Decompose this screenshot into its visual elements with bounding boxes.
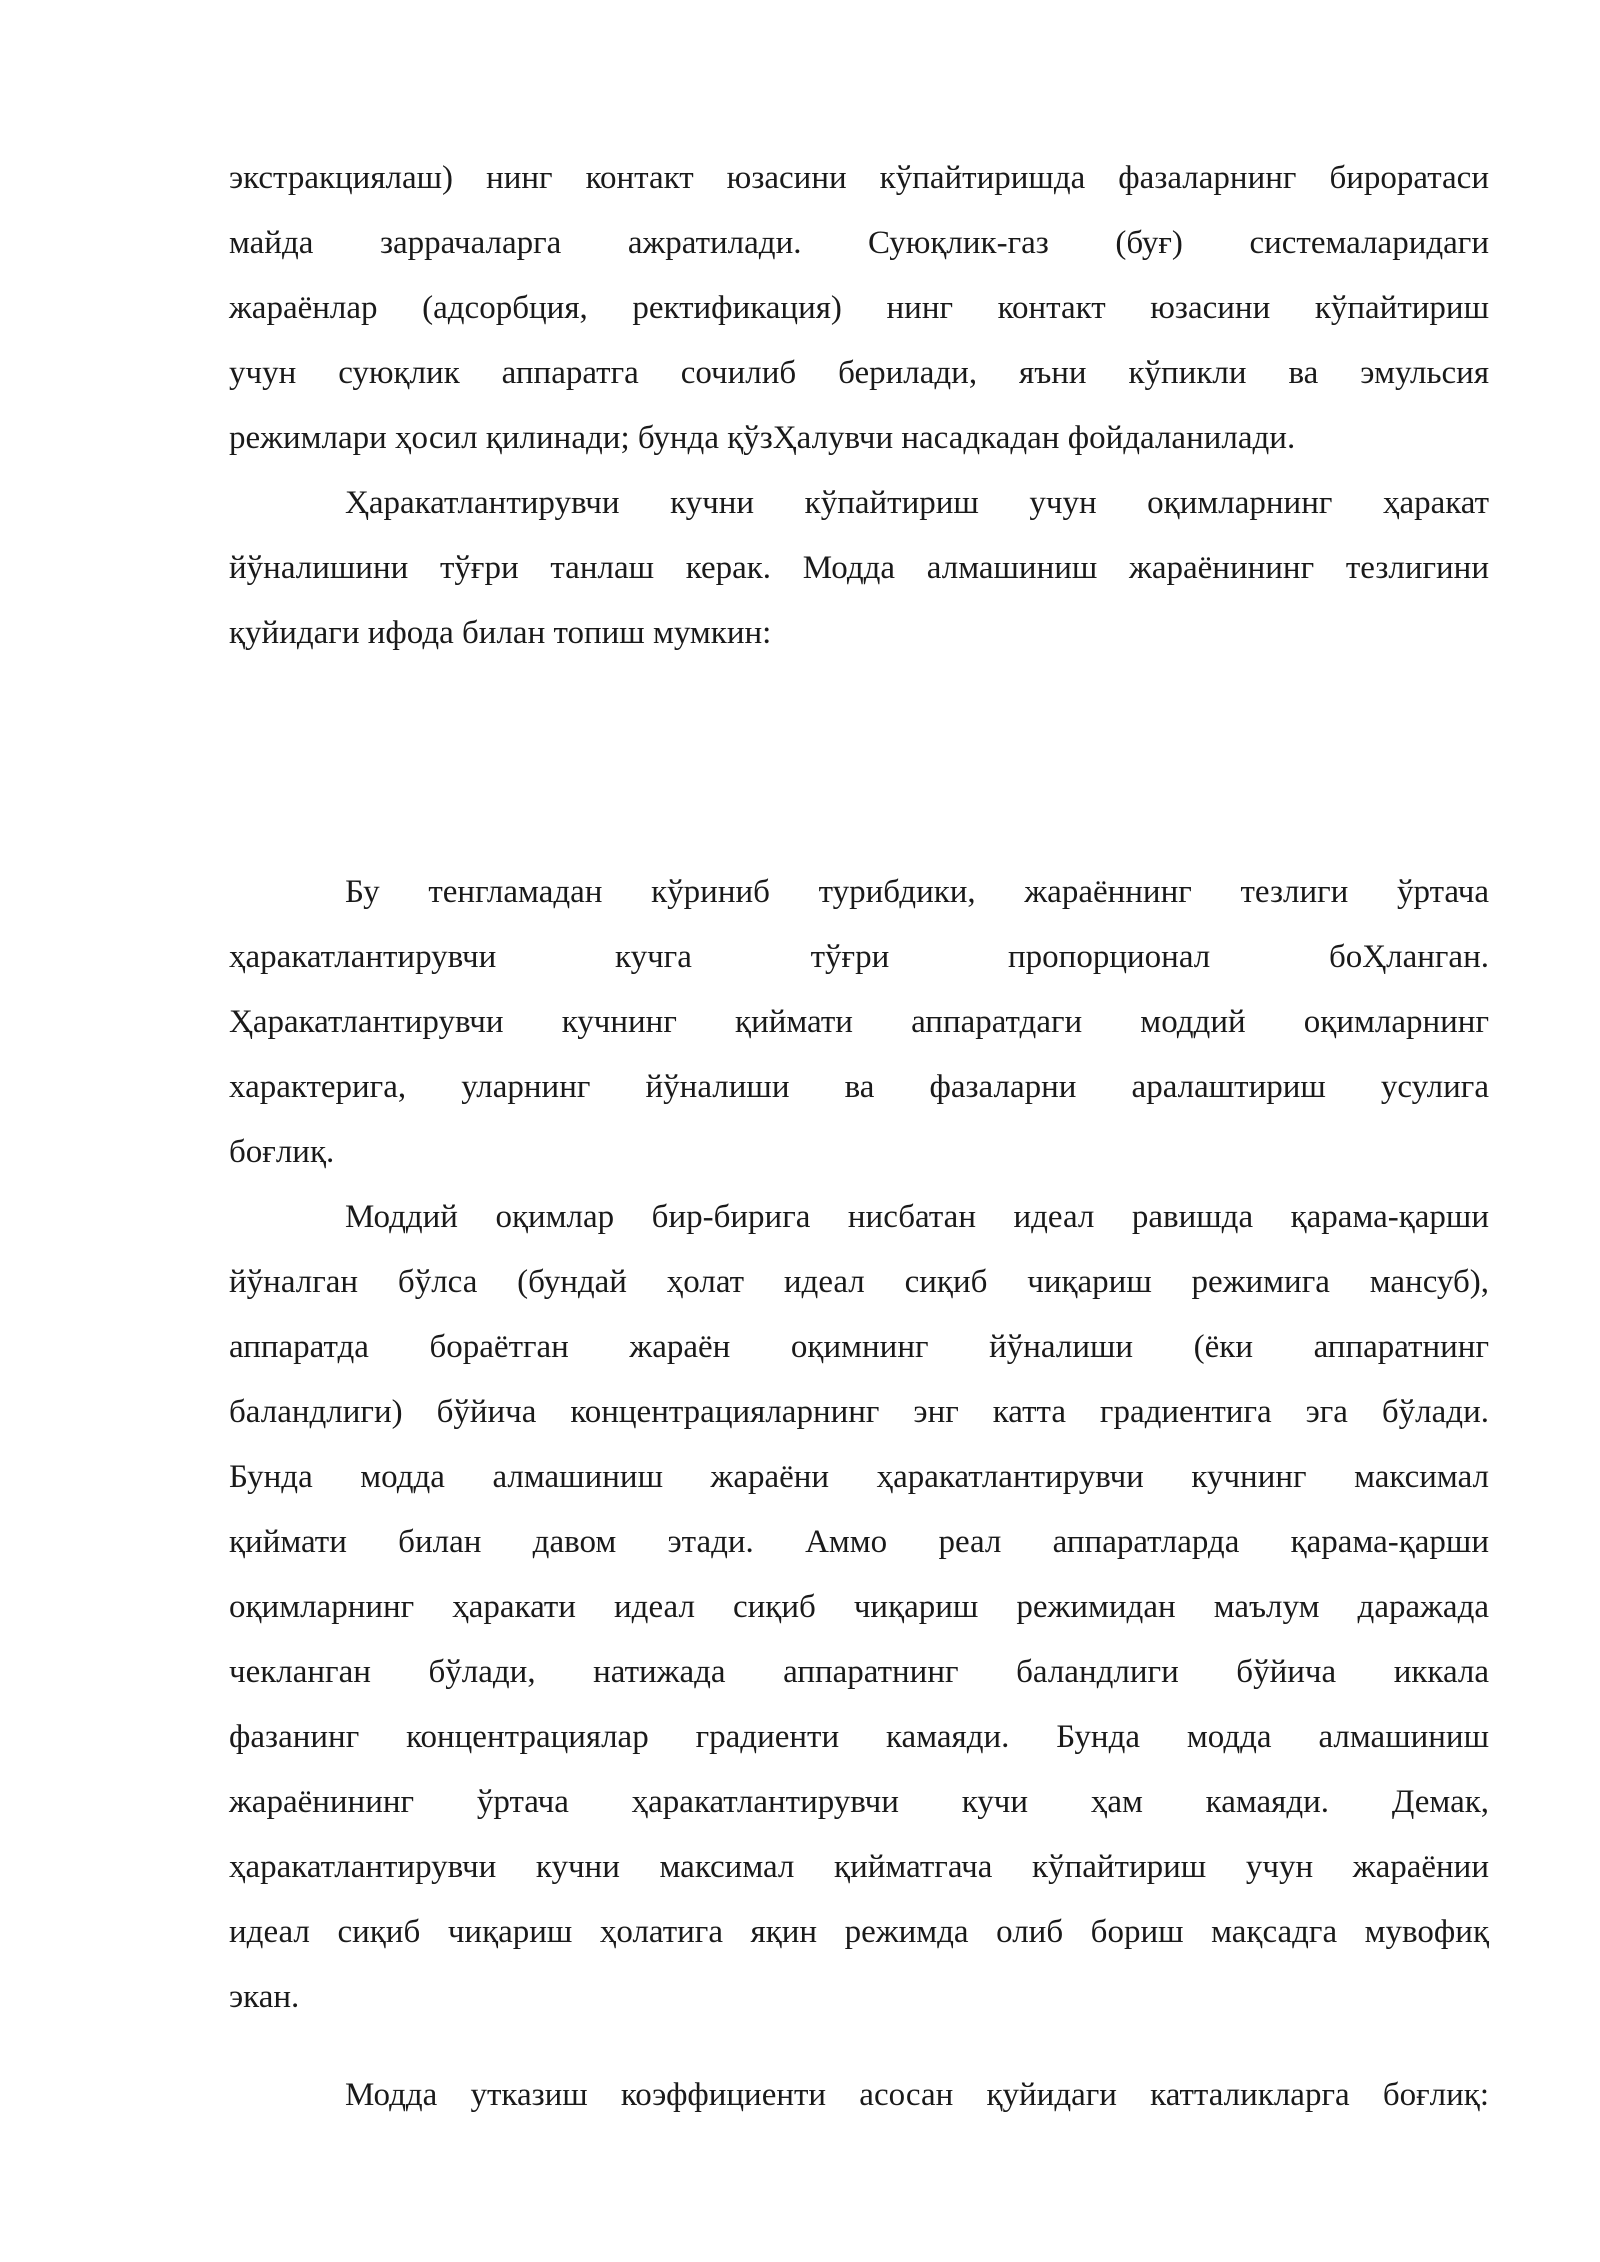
paragraph-line: чекланган бўлади, натижада аппаратнинг баландлиги бўйича иккала bbox=[229, 1654, 1489, 1690]
paragraph-line: майда заррачаларга ажратилади. Суюқлик-газ (буғ) системаларидаги bbox=[229, 225, 1489, 261]
paragraph-line: боғлиқ. bbox=[229, 1134, 335, 1170]
paragraph-line: баландлиги) бўйича концентрацияларнинг энг катта градиентига эга бўлади. bbox=[229, 1394, 1489, 1430]
paragraph-line: жараёнининг ўртача ҳаракатлантирувчи кучи ҳам камаяди. Демак, bbox=[229, 1784, 1489, 1820]
paragraph-line: жараёнлар (адсорбция, ректификация) нинг контакт юзасини кўпайтириш bbox=[229, 290, 1489, 326]
paragraph-line: ҳаракатлантирувчи кучни максимал қийматгача кўпайтириш учун жараёнии bbox=[229, 1849, 1489, 1885]
formula-placeholder bbox=[229, 665, 1489, 855]
paragraph-rate-proportional bbox=[229, 860, 1489, 1185]
paragraph-line: Бу тенгламадан кўриниб турибдики, жараённинг тезлиги ўртача bbox=[345, 874, 1489, 910]
paragraph-line: Моддий оқимлар бир-бирига нисбатан идеал равишда қарама-қарши bbox=[345, 1199, 1489, 1235]
paragraph-driving-force-direction bbox=[229, 471, 1489, 666]
paragraph-line: ҳаракатлантирувчи кучга тўғри пропорционал боҲланган. bbox=[229, 939, 1489, 975]
paragraph-line: фазанинг концентрациялар градиенти камаяди. Бунда модда алмашиниш bbox=[229, 1719, 1489, 1755]
paragraph-line: учун суюқлик аппаратга сочилиб берилади, яъни кўпикли ва эмульсия bbox=[229, 355, 1489, 391]
paragraph-mass-transfer-coefficient bbox=[229, 2063, 1489, 2128]
paragraph-line: Модда утказиш коэффициенти асосан қуйидаги катталикларга боғлиқ: bbox=[345, 2077, 1489, 2113]
paragraph-line: йўналишини тўғри танлаш керак. Модда алмашиниш жараёнининг тезлигини bbox=[229, 550, 1489, 586]
paragraph-line: идеал сиқиб чиқариш ҳолатига яқин режимда олиб бориш мақсадга мувофиқ bbox=[229, 1914, 1489, 1950]
paragraph-line: қиймати билан давом этади. Аммо реал аппаратларда қарама-қарши bbox=[229, 1524, 1489, 1560]
paragraph-extraction-contact-surface bbox=[229, 146, 1489, 471]
paragraph-line: қуйидаги ифода билан топиш мумкин: bbox=[229, 615, 772, 651]
paragraph-line: аппаратда бораётган жараён оқимнинг йўналиши (ёки аппаратнинг bbox=[229, 1329, 1489, 1365]
paragraph-line: Бунда модда алмашиниш жараёни ҳаракатлантирувчи кучнинг максимал bbox=[229, 1459, 1489, 1495]
paragraph-line: экан. bbox=[229, 1979, 300, 2015]
paragraph-line: оқимларнинг ҳаракати идеал сиқиб чиқариш режимидан маълум даражада bbox=[229, 1589, 1489, 1625]
paragraph-line: экстракциялаш) нинг контакт юзасини кўпайтиришда фазаларнинг бироратаси bbox=[229, 160, 1489, 196]
paragraph-line: режимлари ҳосил қилинади; бунда қўзҲалувчи насадкадан фойдаланилади. bbox=[229, 420, 1296, 456]
paragraph-line: Ҳаракатлантирувчи кучни кўпайтириш учун оқимларнинг ҳаракат bbox=[345, 485, 1489, 521]
paragraph-countercurrent-flows bbox=[229, 1185, 1489, 2030]
paragraph-line: Ҳаракатлантирувчи кучнинг қиймати аппаратдаги моддий оқимларнинг bbox=[229, 1004, 1489, 1040]
paragraph-line: характерига, уларнинг йўналиши ва фазаларни аралаштириш усулига bbox=[229, 1069, 1489, 1105]
paragraph-line: йўналган бўлса (бундай ҳолат идеал сиқиб чиқариш режимига мансуб), bbox=[229, 1264, 1489, 1300]
